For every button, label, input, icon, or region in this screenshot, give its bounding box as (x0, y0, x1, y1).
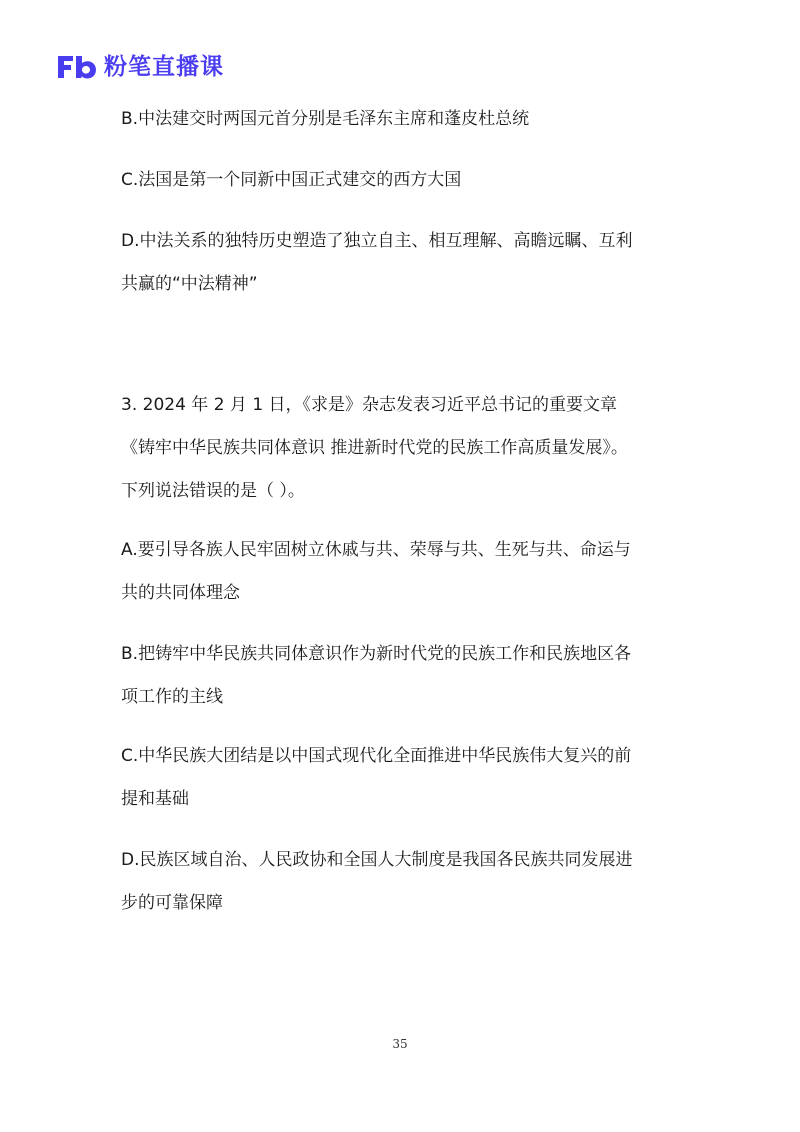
question-3-option-b-line-1: B.把铸牢中华民族共同体意识作为新时代党的民族工作和民族地区各 (121, 644, 632, 664)
question-3-option-a-line-2: 共的共同体理念 (121, 583, 240, 603)
prev-option-d-line-1: D.中法关系的独特历史塑造了独立自主、相互理解、高瞻远瞩、互利 (121, 231, 633, 251)
question-3-option-c-line-1: C.中华民族大团结是以中国式现代化全面推进中华民族伟大复兴的前 (121, 746, 632, 766)
page-number: 35 (392, 1037, 408, 1051)
question-3-option-d-line-2: 步的可靠保障 (121, 893, 223, 913)
question-3-stem-line-2: 《铸牢中华民族共同体意识 推进新时代党的民族工作高质量发展》。 (121, 438, 628, 458)
prev-option-c: C.法国是第一个同新中国正式建交的西方大国 (121, 170, 462, 190)
logo-text: 粉笔直播课 (104, 54, 224, 80)
question-3-stem-line-1: 3. 2024 年 2 月 1 日，《求是》杂志发表习近平总书记的重要文章 (121, 395, 618, 415)
prev-option-d-line-2: 共赢的“中法精神” (121, 274, 258, 294)
question-3-option-b-line-2: 项工作的主线 (121, 687, 223, 707)
fb-logo-icon (56, 54, 98, 80)
question-3-option-a-line-1: A.要引导各族人民牢固树立休戚与共、荣辱与共、生死与共、命运与 (121, 540, 631, 560)
question-3-stem-line-3: 下列说法错误的是（ ）。 (121, 481, 305, 501)
question-3-option-d-line-1: D.民族区域自治、人民政协和全国人大制度是我国各民族共同发展进 (121, 850, 633, 870)
brand-logo (56, 52, 224, 82)
question-3-option-c-line-2: 提和基础 (121, 789, 189, 809)
prev-option-b: B.中法建交时两国元首分别是毛泽东主席和蓬皮杜总统 (121, 109, 530, 129)
